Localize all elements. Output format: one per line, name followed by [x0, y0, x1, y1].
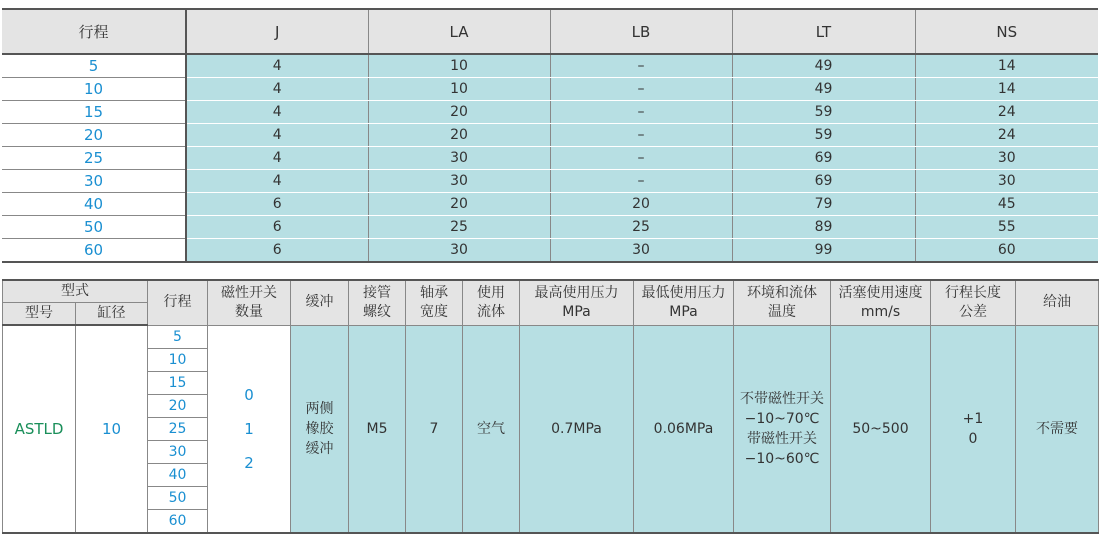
stroke-value: 15 — [148, 371, 208, 394]
cell-ns: 14 — [915, 78, 1098, 101]
header-port-thread-line2: 螺纹 — [363, 303, 391, 320]
stroke-value: 5 — [148, 325, 208, 348]
cell-lt: 49 — [732, 78, 915, 101]
temperature-line3: 带磁性开关 — [747, 430, 817, 447]
header-temperature-line2: 温度 — [768, 303, 796, 320]
cell-j: 4 — [186, 54, 368, 78]
cell-lb: – — [550, 78, 732, 101]
header-stroke-tolerance — [931, 280, 1016, 325]
header-fluid-line2: 流体 — [477, 303, 505, 320]
switch-qty-0: 0 — [244, 385, 254, 404]
dimension-table — [2, 8, 1098, 263]
header-port-thread — [349, 280, 406, 325]
dimension-row — [2, 78, 1098, 101]
cell-la: 20 — [368, 193, 550, 216]
cell-ns: 30 — [915, 170, 1098, 193]
header-switch-qty-line2: 数量 — [235, 303, 263, 320]
cell-stroke: 50 — [2, 216, 186, 239]
header-type: 型式 — [3, 280, 148, 303]
header-bearing-width — [406, 280, 463, 325]
cell-j: 4 — [186, 124, 368, 147]
header-la: LA — [368, 9, 550, 54]
cell-stroke: 15 — [2, 101, 186, 124]
dimension-row — [2, 216, 1098, 239]
switch-qty-1: 1 — [244, 419, 254, 438]
cell-lt: 49 — [732, 54, 915, 78]
header-stroke-tolerance-line1: 行程长度 — [945, 284, 1001, 301]
cell-lt: 79 — [732, 193, 915, 216]
cell-j: 6 — [186, 193, 368, 216]
bearing-width-value: 7 — [406, 325, 463, 533]
min-pressure-value: 0.06MPa — [634, 325, 734, 533]
header-bearing-width-line1: 轴承 — [420, 284, 448, 301]
cell-la: 30 — [368, 147, 550, 170]
header-min-pressure — [634, 280, 734, 325]
cell-ns: 14 — [915, 54, 1098, 78]
cell-stroke: 30 — [2, 170, 186, 193]
header-switch-qty-line1: 磁性开关 — [221, 284, 277, 301]
cell-lt: 69 — [732, 170, 915, 193]
cell-stroke: 20 — [2, 124, 186, 147]
dimension-row — [2, 170, 1098, 193]
stroke-value: 10 — [148, 348, 208, 371]
cell-lb: – — [550, 124, 732, 147]
dimension-table-body — [2, 54, 1098, 262]
cell-la: 30 — [368, 239, 550, 263]
cell-lt: 59 — [732, 124, 915, 147]
stroke-value: 50 — [148, 486, 208, 509]
temperature-value — [734, 325, 831, 533]
header-port-thread-line1: 接管 — [363, 284, 391, 301]
header-lubrication: 给油 — [1016, 280, 1099, 325]
temperature-line2: −10~70℃ — [744, 410, 820, 427]
cell-la: 20 — [368, 124, 550, 147]
cell-lb: 25 — [550, 216, 732, 239]
header-stroke-tolerance-line2: 公差 — [959, 303, 987, 320]
stroke-value: 20 — [148, 394, 208, 417]
bore-value: 10 — [76, 325, 148, 533]
dimension-row — [2, 239, 1098, 263]
cell-ns: 24 — [915, 124, 1098, 147]
cell-ns: 55 — [915, 216, 1098, 239]
cell-stroke: 25 — [2, 147, 186, 170]
dimension-row — [2, 54, 1098, 78]
cushion-value — [291, 325, 349, 533]
cell-ns: 24 — [915, 101, 1098, 124]
stroke-tolerance-value — [931, 325, 1016, 533]
cell-j: 6 — [186, 216, 368, 239]
speed-value: 50~500 — [831, 325, 931, 533]
header-j: J — [186, 9, 368, 54]
fluid-value: 空气 — [463, 325, 520, 533]
cell-j: 4 — [186, 78, 368, 101]
cell-lb: – — [550, 170, 732, 193]
switch-qty-values — [208, 325, 291, 533]
header-bore: 缸径 — [76, 303, 148, 326]
header-lt: LT — [732, 9, 915, 54]
cell-lt: 69 — [732, 147, 915, 170]
cell-ns: 45 — [915, 193, 1098, 216]
header-speed — [831, 280, 931, 325]
cell-lt: 59 — [732, 101, 915, 124]
header-speed-line1: 活塞使用速度 — [838, 284, 923, 301]
header-switch-qty — [208, 280, 291, 325]
header-min-pressure-line1: 最低使用压力 — [641, 284, 726, 301]
stroke-tolerance-upper: +1 — [962, 410, 984, 427]
header-fluid-line1: 使用 — [477, 284, 505, 301]
cell-j: 4 — [186, 147, 368, 170]
dimension-row — [2, 101, 1098, 124]
max-pressure-value: 0.7MPa — [520, 325, 634, 533]
cell-lb: 30 — [550, 239, 732, 263]
stroke-value: 25 — [148, 417, 208, 440]
cell-stroke: 60 — [2, 239, 186, 263]
cell-lb: – — [550, 147, 732, 170]
dimension-row — [2, 124, 1098, 147]
stroke-value: 40 — [148, 463, 208, 486]
header-lb: LB — [550, 9, 732, 54]
header-ns: NS — [915, 9, 1098, 54]
cell-stroke: 10 — [2, 78, 186, 101]
cell-la: 25 — [368, 216, 550, 239]
header-model: 型号 — [3, 303, 76, 326]
dimension-row — [2, 147, 1098, 170]
header-cushion: 缓冲 — [291, 280, 349, 325]
temperature-line1: 不带磁性开关 — [740, 390, 824, 407]
cell-stroke: 40 — [2, 193, 186, 216]
temperature-line4: −10~60℃ — [744, 450, 820, 467]
header-temperature-line1: 环境和流体 — [747, 284, 817, 301]
cell-lb: 20 — [550, 193, 732, 216]
cell-la: 20 — [368, 101, 550, 124]
cell-j: 4 — [186, 170, 368, 193]
header-speed-line2: mm/s — [860, 303, 901, 320]
switch-qty-2: 2 — [244, 453, 254, 472]
stroke-tolerance-lower: 0 — [968, 430, 978, 447]
cell-la: 10 — [368, 54, 550, 78]
cell-ns: 30 — [915, 147, 1098, 170]
lubrication-value: 不需要 — [1016, 325, 1099, 533]
header-temperature — [734, 280, 831, 325]
cell-ns: 60 — [915, 239, 1098, 263]
header-min-pressure-line2: MPa — [669, 303, 698, 320]
header-bearing-width-line2: 宽度 — [420, 303, 448, 320]
cushion-line1: 两侧 — [305, 400, 334, 417]
cushion-line3: 缓冲 — [305, 440, 334, 457]
header-stroke: 行程 — [2, 9, 186, 54]
stroke-value: 60 — [148, 509, 208, 533]
port-thread-value: M5 — [349, 325, 406, 533]
dimension-table-header — [2, 9, 1098, 54]
cell-la: 30 — [368, 170, 550, 193]
stroke-value: 30 — [148, 440, 208, 463]
cell-stroke: 5 — [2, 54, 186, 78]
cell-lt: 99 — [732, 239, 915, 263]
header-max-pressure — [520, 280, 634, 325]
cell-lt: 89 — [732, 216, 915, 239]
header-max-pressure-line1: 最高使用压力 — [534, 284, 619, 301]
cell-lb: – — [550, 54, 732, 78]
header-max-pressure-line2: MPa — [562, 303, 591, 320]
header-spec-stroke: 行程 — [148, 280, 208, 325]
dimension-row — [2, 193, 1098, 216]
spec-table — [2, 279, 1099, 534]
model-value: ASTLD — [3, 325, 76, 533]
cell-j: 4 — [186, 101, 368, 124]
header-fluid — [463, 280, 520, 325]
cell-lb: – — [550, 101, 732, 124]
cushion-line2: 橡胶 — [305, 420, 334, 437]
cell-la: 10 — [368, 78, 550, 101]
cell-j: 6 — [186, 239, 368, 263]
